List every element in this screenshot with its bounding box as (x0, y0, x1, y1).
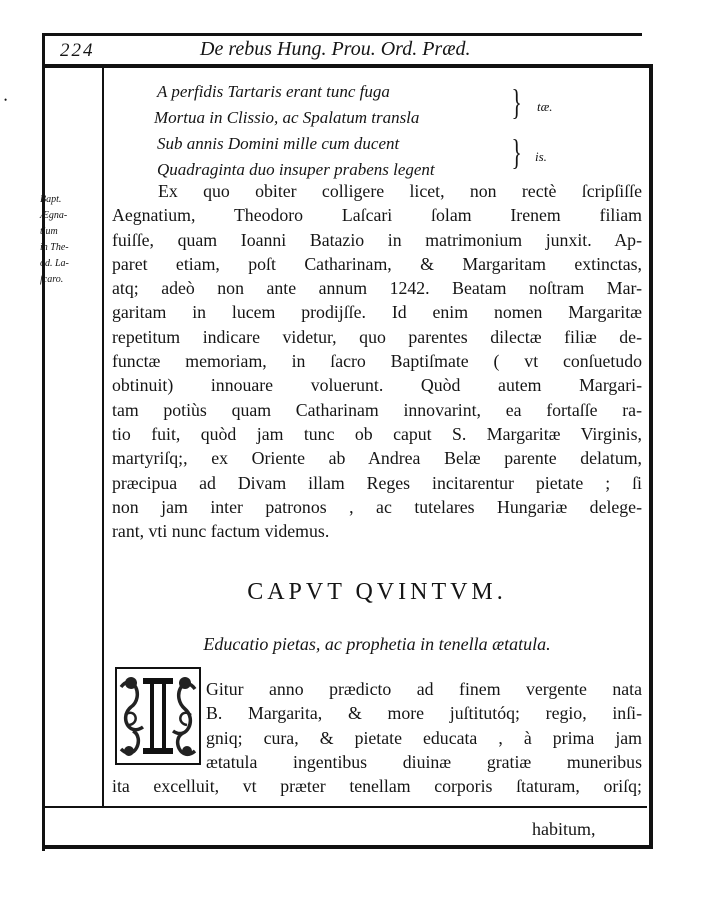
brace-top: } (511, 82, 522, 122)
verse-line: Quadraginta duo insuper prabens legent (157, 160, 435, 179)
margin-note-line: Bapt. (40, 194, 62, 205)
verse-line: A perfidis Tartaris erant tunc fuga (157, 82, 390, 101)
text-line: obtinuit) innouare voluerunt. Quòd autem Margari- (112, 375, 642, 396)
decorated-initial-icon (115, 667, 201, 765)
frame-header-rule (42, 64, 652, 68)
text-line: fuiſſe, quam Ioanni Batazio in matrimonium junxit. Ap- (112, 229, 642, 250)
text-line: Aegnatium, Theodoro Laſcari ſolam Irenem filiam (112, 205, 642, 226)
margin-note-line: od. La- (40, 258, 69, 269)
brace-note-bottom: is. (535, 149, 547, 164)
page-number: 224 (60, 40, 95, 61)
margin-note-line: in The- (40, 242, 69, 253)
frame-top-rule (42, 33, 642, 36)
text-line: functæ memoriam, in ſacro Baptiſmate ( vt conſuetudo (112, 351, 642, 372)
catchword: habitum, (532, 819, 596, 839)
verse-line: Sub annis Domini mille cum ducent (157, 134, 400, 153)
body-paragraph-1 (112, 179, 642, 543)
text-line: gniq; cura, & pietate educata , à prima jam (206, 727, 642, 748)
frame-inner-left-rule (102, 66, 104, 806)
running-head: De rebus Hung. Prou. Ord. Præd. (200, 38, 471, 60)
margin-note-line: tium (40, 226, 58, 237)
brace-note-top: tæ. (537, 99, 553, 114)
frame-bottom-rule (42, 845, 652, 849)
text-line: tam potiùs quam Catharinam innovarint, ea fortaſſe ra- (112, 399, 642, 420)
text-line: Gitur anno prædicto ad finem vergente nata (206, 679, 642, 699)
decorated-initial (115, 667, 201, 765)
text-line: ita excelluit, vt præter tenellam corporis ſtaturam, oriſq; (112, 776, 642, 796)
text-line: tio fuit, quòd jam tunc ob caput S. Margaritæ Virginis, (112, 423, 642, 444)
text-line: præcipua ad Divam illam Reges incitarentur pietate ; ſi (112, 472, 642, 493)
body-paragraph-2 (206, 677, 642, 774)
brace-bottom: } (511, 132, 522, 172)
body-paragraph-2-tail (112, 774, 642, 798)
text-line: ætatula ingentibus diuinæ gratiæ muneribus (206, 751, 642, 772)
text-line: rant, vti nunc factum videmus. (112, 521, 330, 542)
frame-left-rule (42, 33, 45, 851)
frame-inner-bottom-rule (42, 806, 647, 808)
stray-ink-mark: • (4, 95, 8, 105)
chapter-title: CAPVT QVINTVM. (247, 579, 507, 605)
text-line: martyriſq;, ex Oriente ab Andrea Belæ parente delatum, (112, 448, 642, 469)
text-line: garitam in lucem prodijſſe. Id enim nomen Margaritæ (112, 302, 642, 323)
text-line: Ex quo obiter colligere licet, non rectè ſcripſiſſe (158, 181, 642, 201)
text-line: B. Margarita, & more juſtitutóq; regio, inſi- (206, 703, 642, 724)
frame-right-rule (649, 64, 653, 849)
margin-note (40, 192, 95, 288)
text-line: non jam inter patronos , ac tutelares Hungariæ delege- (112, 496, 642, 517)
verse-line: Mortua in Clissio, ac Spalatum transla (154, 108, 420, 127)
margin-note-line: Ægna- (40, 210, 68, 221)
text-line: repetitum indicare videtur, quo parentes dilectæ filiæ de- (112, 326, 642, 347)
text-line: paret etiam, poſt Catharinam, & Margaritam extinctas, (112, 253, 642, 274)
text-line: atq; adeò non ante annum 1242. Beatam noſtram Mar- (112, 278, 642, 299)
margin-note-line: ſcaro. (40, 274, 64, 285)
chapter-subtitle: Educatio pietas, ac prophetia in tenella ætatula. (203, 634, 551, 654)
